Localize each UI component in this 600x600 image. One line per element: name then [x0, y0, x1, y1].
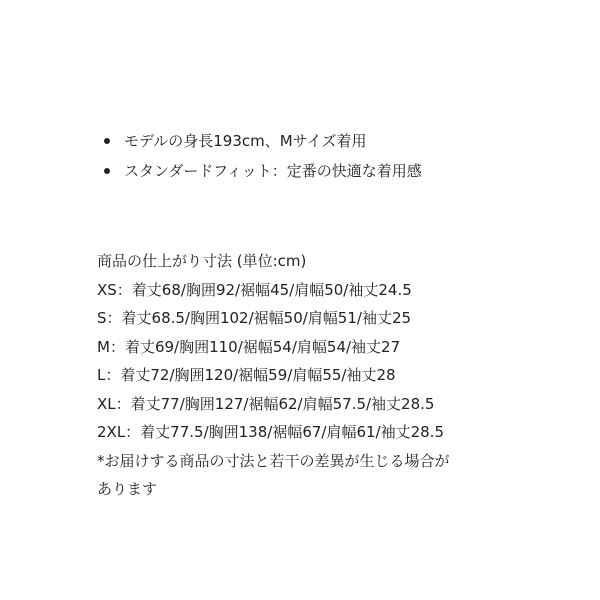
size-note: *お届けする商品の寸法と若干の差異が生じる場合が — [97, 451, 450, 470]
feature-text: スタンダードフィット：定番の快適な着用感 — [124, 162, 422, 180]
size-row-xl: XL：着丈77/胸囲127/裾幅62/肩幅57.5/袖丈28.5 — [97, 394, 435, 413]
size-row-2xl: 2XL：着丈77.5/胸囲138/裾幅67/肩幅61/袖丈28.5 — [97, 423, 444, 441]
feature-item-fit — [102, 156, 422, 186]
size-chart-heading: 商品の仕上がり寸法 (単位:cm) — [97, 252, 307, 270]
size-row-xs: XS：着丈68/胸囲92/裾幅45/肩幅50/袖丈24.5 — [97, 280, 412, 299]
bullet-dot-icon — [104, 168, 110, 174]
feature-list — [102, 126, 422, 186]
size-row-m: M：着丈69/胸囲110/裾幅54/肩幅54/袖丈27 — [97, 337, 401, 356]
size-note-continued: あります — [97, 480, 158, 498]
feature-item-model-size — [102, 126, 422, 156]
bullet-dot-icon — [104, 138, 110, 144]
size-row-l: L：着丈72/胸囲120/裾幅59/肩幅55/袖丈28 — [97, 366, 396, 384]
size-row-s: S：着丈68.5/胸囲102/裾幅50/肩幅51/袖丈25 — [97, 309, 412, 327]
feature-text: モデルの身長193cm、Mサイズ着用 — [124, 132, 367, 150]
size-chart — [97, 247, 497, 504]
